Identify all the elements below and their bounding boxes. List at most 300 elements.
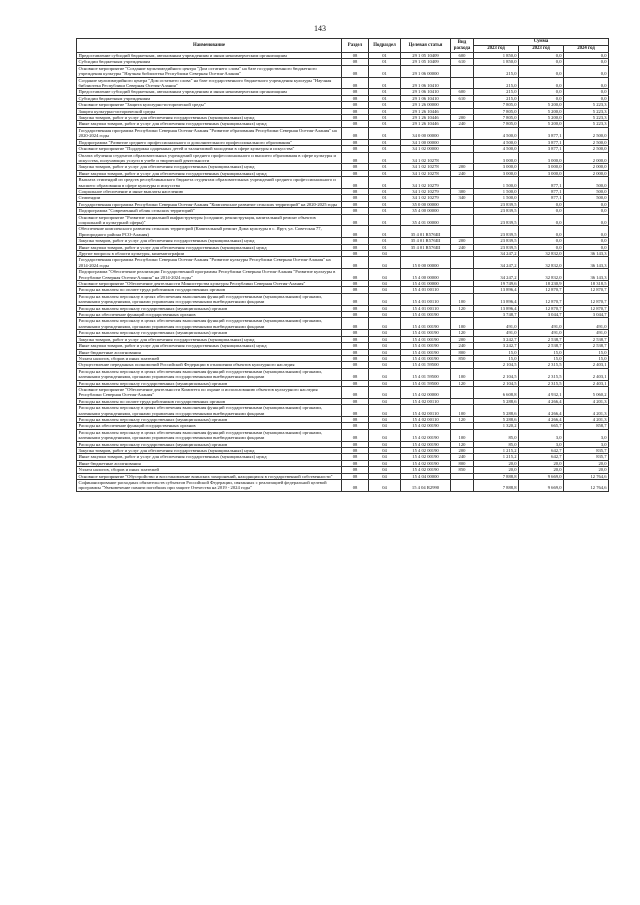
row-razdel: 08: [342, 441, 369, 447]
table-row: [77, 152, 609, 164]
row-podrazdel: 04: [369, 386, 401, 398]
row-sum-2023: 1 500,0: [474, 195, 519, 201]
row-razdel: 08: [342, 423, 369, 429]
row-sum-2023b: 5 200,0: [519, 121, 564, 127]
row-sum-2023b: 18 230,9: [519, 281, 564, 287]
row-sum-2024: 4 201,3: [564, 416, 609, 422]
row-target-article: 15 4 01 59500: [401, 380, 451, 386]
row-target-article: 15 4 02 00110: [401, 416, 451, 422]
row-expense-type: [451, 77, 474, 89]
row-sum-2024: 0,0: [564, 208, 609, 214]
row-sum-2023b: 0,0: [519, 77, 564, 89]
row-sum-2024: 0,0: [564, 244, 609, 250]
row-sum-2023b: 877,1: [519, 177, 564, 189]
row-razdel: 08: [342, 448, 369, 454]
row-expense-type: [451, 214, 474, 226]
row-name: Предоставление субсидий бюджетным, автономным учреждениям и иным некоммерческим организациям: [77, 89, 342, 95]
row-target-article: 34 1 02 10279: [401, 177, 451, 189]
row-target-article: 15 4 02 00110: [401, 405, 451, 417]
header-year-2023: 2023 год: [474, 46, 519, 53]
row-sum-2024: 500,0: [564, 177, 609, 189]
row-sum-2024: 2 538,7: [564, 343, 609, 349]
row-podrazdel: 01: [369, 238, 401, 244]
row-target-article: 29 1 26 10446: [401, 115, 451, 121]
row-target-article: 15 4 01 00110: [401, 293, 451, 305]
row-target-article: 15 4 02 00190: [401, 423, 451, 429]
row-target-article: 34 1 02 00000: [401, 146, 451, 152]
row-expense-type: 100: [451, 405, 474, 417]
row-sum-2024: 2 403,1: [564, 368, 609, 380]
row-name: Другие вопросы в области культуры, кинематографии: [77, 251, 342, 257]
row-razdel: 08: [342, 201, 369, 207]
row-sum-2024: 0,0: [564, 214, 609, 226]
row-razdel: 08: [342, 460, 369, 466]
row-sum-2024: 858,7: [564, 423, 609, 429]
row-sum-2023b: 3 877,1: [519, 139, 564, 145]
row-sum-2023b: 0,0: [519, 89, 564, 95]
table-row: [77, 386, 609, 398]
row-podrazdel: 01: [369, 170, 401, 176]
table-row: [77, 429, 609, 441]
row-expense-type: [451, 226, 474, 238]
row-sum-2023b: 4 266,4: [519, 398, 564, 404]
row-target-article: 34 1 02 10278: [401, 164, 451, 170]
row-podrazdel: 04: [369, 460, 401, 466]
row-sum-2023b: 2 538,7: [519, 343, 564, 349]
row-name: Основное мероприятие "Защита культурно-исторической среды": [77, 102, 342, 108]
row-sum-2024: 12 870,7: [564, 293, 609, 305]
row-sum-2023: 5 288,6: [474, 398, 519, 404]
row-razdel: 08: [342, 467, 369, 473]
row-sum-2024: 2 403,1: [564, 362, 609, 368]
row-razdel: 08: [342, 108, 369, 114]
row-razdel: 08: [342, 170, 369, 176]
row-sum-2023: 491,0: [474, 318, 519, 330]
row-target-article: 15 4 01 59500: [401, 368, 451, 380]
row-sum-2023: 7 805,0: [474, 108, 519, 114]
row-expense-type: 200: [451, 238, 474, 244]
row-sum-2023b: 0,0: [519, 53, 564, 59]
row-expense-type: 120: [451, 305, 474, 311]
row-sum-2023: 15,0: [474, 355, 519, 361]
row-expense-type: 240: [451, 343, 474, 349]
row-expense-type: [451, 65, 474, 77]
row-target-article: 35 4 01 R576Ш: [401, 238, 451, 244]
row-sum-2023b: 0,0: [519, 201, 564, 207]
row-sum-2024: 0,0: [564, 95, 609, 101]
row-podrazdel: 01: [369, 59, 401, 65]
row-name: Государственная программа Республики Северная Осетия-Алания "Развитие культуры Республики Северная Осетия-Алания" на 2014-2024 годы: [77, 257, 342, 269]
row-sum-2023: 215,0: [474, 89, 519, 95]
row-sum-2024: 20,0: [564, 467, 609, 473]
row-sum-2024: 15,0: [564, 355, 609, 361]
row-expense-type: 240: [451, 454, 474, 460]
row-sum-2024: 2 538,7: [564, 336, 609, 342]
row-expense-type: 610: [451, 95, 474, 101]
row-name: Иные закупки товаров, работ и услуг для обеспечения государственных (муниципальных) нужд: [77, 343, 342, 349]
row-razdel: 08: [342, 330, 369, 336]
row-razdel: 08: [342, 115, 369, 121]
row-podrazdel: 04: [369, 305, 401, 311]
row-sum-2023b: 0,0: [519, 59, 564, 65]
table-row: [77, 480, 609, 492]
row-target-article: 15 4 02 00190: [401, 467, 451, 473]
row-razdel: 08: [342, 269, 369, 281]
row-sum-2024: 2 000,0: [564, 164, 609, 170]
row-podrazdel: 01: [369, 177, 401, 189]
row-expense-type: 120: [451, 380, 474, 386]
row-podrazdel: 04: [369, 281, 401, 287]
row-sum-2023: 85,0: [474, 429, 519, 441]
row-name: Закупка товаров, работ и услуг для обеспечения государственных (муниципальных) нужд: [77, 448, 342, 454]
row-target-article: 15 4 01 00190: [401, 312, 451, 318]
row-sum-2023b: 2 315,5: [519, 368, 564, 380]
row-sum-2023: 1 215,2: [474, 448, 519, 454]
row-sum-2024: 835,7: [564, 448, 609, 454]
row-sum-2024: 0,0: [564, 89, 609, 95]
row-sum-2023b: 15,0: [519, 349, 564, 355]
row-target-article: 29 1 06 00000: [401, 65, 451, 77]
row-podrazdel: 04: [369, 362, 401, 368]
table-row: [77, 318, 609, 330]
row-podrazdel: 01: [369, 139, 401, 145]
row-podrazdel: 01: [369, 89, 401, 95]
row-podrazdel: 04: [369, 349, 401, 355]
row-expense-type: 240: [451, 121, 474, 127]
row-sum-2023: 1 500,0: [474, 177, 519, 189]
header-sum: Сумма: [474, 39, 609, 46]
row-sum-2024: 2 000,0: [564, 152, 609, 164]
row-sum-2023b: 2 538,7: [519, 336, 564, 342]
row-name: Иные закупки товаров, работ и услуг для обеспечения государственных (муниципальных) нужд: [77, 244, 342, 250]
row-sum-2024: 12 870,7: [564, 305, 609, 311]
row-sum-2024: 2 500,0: [564, 139, 609, 145]
row-target-article: 15 4 01 00190: [401, 355, 451, 361]
row-sum-2023: 2 104,5: [474, 380, 519, 386]
row-name: Расходы на выплаты персоналу в целях обеспечения выполнения функций государственными (муниципальными) органами, казенными учреждениями, органами управления государственными внебюджетными фондами: [77, 318, 342, 330]
row-sum-2024: 3,0: [564, 441, 609, 447]
row-sum-2023: 23 839,5: [474, 226, 519, 238]
row-name: Расходы на выплаты персоналу в целях обеспечения выполнения функций государственными (муниципальными) органами, казенными учреждениями, органами управления государственными внебюджетными фондами: [77, 429, 342, 441]
row-razdel: 08: [342, 177, 369, 189]
row-name: Подпрограмма "Современный облик сельских территорий": [77, 208, 342, 214]
row-podrazdel: 04: [369, 330, 401, 336]
row-razdel: 08: [342, 244, 369, 250]
table-header: [77, 39, 609, 53]
row-podrazdel: 04: [369, 312, 401, 318]
row-expense-type: [451, 257, 474, 269]
row-expense-type: 850: [451, 467, 474, 473]
row-target-article: 29 1 06 10410: [401, 89, 451, 95]
row-razdel: 08: [342, 102, 369, 108]
row-sum-2023b: 3 877,1: [519, 146, 564, 152]
row-target-article: 15 4 04 R2990: [401, 480, 451, 492]
row-name: Закупка товаров, работ и услуг для обеспечения государственных (муниципальных) нужд: [77, 336, 342, 342]
row-target-article: 34 0 00 00000: [401, 127, 451, 139]
row-razdel: 08: [342, 89, 369, 95]
row-name: Основное мероприятие "Обустройство и восстановление воинских захоронений, находящихся в государственной собственности": [77, 473, 342, 479]
row-expense-type: 240: [451, 244, 474, 250]
row-name: Основное мероприятие "Обеспечение деятельности Комитета по охране и использованию объектов культурного наследия Республики Северная Осетия-Алания": [77, 386, 342, 398]
row-name: Предоставление субсидий бюджетным, автономным учреждениям и иным некоммерческим организациям: [77, 53, 342, 59]
row-expense-type: 600: [451, 53, 474, 59]
row-sum-2023b: 4 266,4: [519, 405, 564, 417]
row-sum-2024: 18 318,5: [564, 281, 609, 287]
row-sum-2023: 19 749,6: [474, 281, 519, 287]
row-sum-2023b: 0,0: [519, 214, 564, 226]
row-podrazdel: 01: [369, 102, 401, 108]
row-sum-2024: 3,0: [564, 429, 609, 441]
row-name: Создание мультимедийного центра "Дом остатнего слова" на базе государственного бюджетного учреждения культуры "Научная библиотека Республики Северная Осетия-Алания": [77, 77, 342, 89]
row-expense-type: 120: [451, 416, 474, 422]
table-row: [77, 177, 609, 189]
row-target-article: 29 1 26 10446: [401, 108, 451, 114]
row-name: Расходы на выплаты персоналу государственных (муниципальных) органов: [77, 380, 342, 386]
row-name: Обеспечение комплексного развития сельских территорий (Капитальный ремонт Дома культуры в с. Ярут, ул. Советская 77, Пригородного района РСО-Алания): [77, 226, 342, 238]
row-podrazdel: 04: [369, 336, 401, 342]
row-podrazdel: 01: [369, 188, 401, 194]
row-sum-2023: 3 000,0: [474, 170, 519, 176]
row-podrazdel: 04: [369, 416, 401, 422]
row-expense-type: 200: [451, 115, 474, 121]
row-razdel: 08: [342, 380, 369, 386]
table-row: [77, 405, 609, 417]
row-target-article: 15 4 00 00000: [401, 269, 451, 281]
row-sum-2023b: 20,0: [519, 460, 564, 466]
row-podrazdel: 04: [369, 257, 401, 269]
row-podrazdel: 01: [369, 214, 401, 226]
row-razdel: 08: [342, 152, 369, 164]
row-target-article: 29 1 06 10410: [401, 77, 451, 89]
row-razdel: 08: [342, 362, 369, 368]
row-sum-2024: 835,7: [564, 454, 609, 460]
row-razdel: 08: [342, 305, 369, 311]
row-name: Осуществление переданных полномочий Российской Федерации в отношении объектов культурного наследия: [77, 362, 342, 368]
row-name: Иные бюджетные ассигнования: [77, 460, 342, 466]
row-sum-2023b: 32 832,0: [519, 251, 564, 257]
row-target-article: 35 4 01 R576Ш: [401, 226, 451, 238]
row-sum-2023: 4 500,0: [474, 146, 519, 152]
row-sum-2023: 4 500,0: [474, 127, 519, 139]
row-sum-2024: 500,0: [564, 195, 609, 201]
row-name: Софинансирование расходных обязательств субъектов Российской Федерации, связанных с реализацией федеральной целевой программы "Увековечение памяти погибших при защите Отечества на 2019 - 2024 годы": [77, 480, 342, 492]
table-row: [77, 293, 609, 305]
row-sum-2023: 34 247,2: [474, 269, 519, 281]
header-expense-type: Вид расхода: [451, 39, 474, 53]
row-name: Оплата обучения студентов образовательных учреждений среднего профессионального и высшего образования в сфере культуры и искусства, получающих услуги в учебе и творческой деятельности: [77, 152, 342, 164]
row-sum-2023b: 3,0: [519, 429, 564, 441]
row-podrazdel: 01: [369, 164, 401, 170]
row-expense-type: [451, 386, 474, 398]
row-sum-2023: 3 000,0: [474, 164, 519, 170]
row-sum-2023b: 0,0: [519, 238, 564, 244]
row-sum-2023: 34 247,2: [474, 251, 519, 257]
table-row: [77, 226, 609, 238]
row-podrazdel: 04: [369, 454, 401, 460]
row-sum-2023: 7 805,0: [474, 102, 519, 108]
row-name: Расходы на выплаты персоналу государственных (муниципальных) органов: [77, 305, 342, 311]
row-sum-2023b: 4 932,1: [519, 386, 564, 398]
row-expense-type: 300: [451, 188, 474, 194]
row-sum-2023: 13 896,4: [474, 293, 519, 305]
row-sum-2023b: 32 832,0: [519, 269, 564, 281]
table-row: [77, 65, 609, 77]
table-row: [77, 214, 609, 226]
row-name: Закупка товаров, работ и услуг для обеспечения государственных (муниципальных) нужд: [77, 115, 342, 121]
row-podrazdel: 01: [369, 77, 401, 89]
table-row: [77, 368, 609, 380]
header-year-2024: 2024 год: [564, 46, 609, 53]
row-sum-2024: 2 500,0: [564, 127, 609, 139]
row-expense-type: 100: [451, 318, 474, 330]
row-target-article: 35 4 01 00000: [401, 214, 451, 226]
table-body: [77, 53, 609, 492]
row-name: Государственная программа Республики Северная Осетия-Алания "Комплексное развитие сельских территорий" на 2020-2025 годы: [77, 201, 342, 207]
row-target-article: 34 1 02 10278: [401, 170, 451, 176]
row-razdel: 08: [342, 226, 369, 238]
row-sum-2023b: 5 200,0: [519, 115, 564, 121]
row-expense-type: 120: [451, 330, 474, 336]
row-podrazdel: 04: [369, 405, 401, 417]
header-target-article: Целевая статья: [401, 39, 451, 53]
row-target-article: 29 1 26 10446: [401, 121, 451, 127]
row-sum-2023b: 0,0: [519, 208, 564, 214]
row-target-article: 15 4 02 00190: [401, 448, 451, 454]
row-sum-2023: 34 247,2: [474, 257, 519, 269]
row-razdel: 08: [342, 65, 369, 77]
row-target-article: 34 1 02 10278: [401, 152, 451, 164]
row-sum-2023: 491,0: [474, 330, 519, 336]
row-razdel: 08: [342, 195, 369, 201]
row-name: Государственная программа Республики Северная Осетия-Алания "Развитие образования Республики Северная Осетия-Алания" на 2020-2024 годы: [77, 127, 342, 139]
row-razdel: 08: [342, 480, 369, 492]
table-row: [77, 257, 609, 269]
row-podrazdel: 01: [369, 53, 401, 59]
page-number: 143: [314, 24, 326, 33]
row-sum-2023: 5 288,6: [474, 405, 519, 417]
row-sum-2023: 3 748,7: [474, 312, 519, 318]
row-razdel: 08: [342, 188, 369, 194]
row-podrazdel: 04: [369, 318, 401, 330]
row-target-article: 35 4 01 R576Ш: [401, 244, 451, 250]
row-sum-2023: 15,0: [474, 349, 519, 355]
row-name: Иные бюджетные ассигнования: [77, 349, 342, 355]
row-expense-type: 120: [451, 441, 474, 447]
row-sum-2024: 36 143,3: [564, 251, 609, 257]
row-expense-type: [451, 269, 474, 281]
row-sum-2023: 23 839,5: [474, 238, 519, 244]
row-target-article: 29 1 06 10410: [401, 95, 451, 101]
row-razdel: 08: [342, 416, 369, 422]
row-name: Основное мероприятие "Развитие социальной инфраструктуры (создание, реконструкция, капитальный ремонт объектов социальной и культурной сферы)": [77, 214, 342, 226]
row-sum-2023: 215,0: [474, 77, 519, 89]
row-name: Расходы на выплаты персоналу в целях обеспечения выполнения функций государственными (муниципальными) органами, казенными учреждениями, органами управления государственными внебюджетными фондами: [77, 293, 342, 305]
row-sum-2024: 4 201,3: [564, 405, 609, 417]
row-sum-2023: 1 850,0: [474, 59, 519, 65]
row-sum-2024: 5 223,3: [564, 102, 609, 108]
row-sum-2023b: 12 870,7: [519, 293, 564, 305]
row-podrazdel: 04: [369, 398, 401, 404]
row-razdel: 08: [342, 95, 369, 101]
row-sum-2023: 5 288,6: [474, 416, 519, 422]
header-year-2023b: 2023 год: [519, 46, 564, 53]
row-name: Расходы на обеспечение функций государственных органов: [77, 423, 342, 429]
budget-table: [76, 38, 609, 492]
row-razdel: 08: [342, 287, 369, 293]
row-razdel: 08: [342, 343, 369, 349]
row-sum-2023b: 3 000,0: [519, 152, 564, 164]
row-razdel: 08: [342, 164, 369, 170]
row-name: Уплата налогов, сборов и иных платежей: [77, 467, 342, 473]
row-sum-2023b: 3,0: [519, 441, 564, 447]
row-razdel: 08: [342, 77, 369, 89]
row-razdel: 08: [342, 473, 369, 479]
row-expense-type: 600: [451, 89, 474, 95]
row-sum-2023b: 642,7: [519, 454, 564, 460]
row-name: Закупка товаров, работ и услуг для обеспечения государственных (муниципальных) нужд: [77, 164, 342, 170]
row-sum-2023b: 3 000,0: [519, 170, 564, 176]
row-name: Основное мероприятие "Обеспечение деятельности Министерства культуры Республики Северная Осетия-Алания": [77, 281, 342, 287]
row-razdel: 08: [342, 398, 369, 404]
row-podrazdel: 04: [369, 423, 401, 429]
row-sum-2023b: 32 832,0: [519, 257, 564, 269]
row-sum-2023b: 3 000,0: [519, 164, 564, 170]
row-razdel: 08: [342, 355, 369, 361]
row-razdel: 08: [342, 386, 369, 398]
row-podrazdel: 04: [369, 480, 401, 492]
row-name: Расходы на выплаты по оплате труда работников государственных органов: [77, 398, 342, 404]
row-podrazdel: 01: [369, 121, 401, 127]
row-expense-type: [451, 480, 474, 492]
row-podrazdel: 04: [369, 293, 401, 305]
row-sum-2023: 23 839,5: [474, 201, 519, 207]
row-sum-2023: 1 320,2: [474, 423, 519, 429]
row-sum-2023: 23 839,5: [474, 208, 519, 214]
row-sum-2023: 13 896,4: [474, 287, 519, 293]
row-podrazdel: 01: [369, 208, 401, 214]
row-podrazdel: 04: [369, 343, 401, 349]
row-name: Подпрограмма "Обеспечение реализации Государственной программы Республики Северная Осетия-Алания "Развитие культуры в Республике Северная Осетия-Алания" на 2014-2024 годы": [77, 269, 342, 281]
row-podrazdel: 04: [369, 269, 401, 281]
row-sum-2023b: 4 266,4: [519, 416, 564, 422]
row-razdel: 08: [342, 429, 369, 441]
row-target-article: 15 4 01 00110: [401, 305, 451, 311]
row-sum-2023b: 9 669,0: [519, 480, 564, 492]
row-sum-2023: 6 608,8: [474, 386, 519, 398]
row-sum-2023b: 3 877,1: [519, 127, 564, 139]
row-podrazdel: 01: [369, 65, 401, 77]
row-sum-2024: 0,0: [564, 77, 609, 89]
row-name: Расходы на выплаты персоналу в целях обеспечения выполнения функций государственными (муниципальными) органами, казенными учреждениями, органами управления государственными внебюджетными фондами: [77, 368, 342, 380]
row-razdel: 08: [342, 293, 369, 305]
row-podrazdel: 01: [369, 108, 401, 114]
row-sum-2023: 3 000,0: [474, 152, 519, 164]
row-expense-type: 100: [451, 368, 474, 380]
row-target-article: 29 1 26 00000: [401, 102, 451, 108]
row-sum-2023b: 3 044,7: [519, 312, 564, 318]
row-podrazdel: 01: [369, 152, 401, 164]
row-podrazdel: 04: [369, 355, 401, 361]
row-razdel: 08: [342, 59, 369, 65]
row-podrazdel: 04: [369, 473, 401, 479]
row-podrazdel: 04: [369, 441, 401, 447]
row-sum-2023b: 20,0: [519, 467, 564, 473]
row-sum-2024: 2 500,0: [564, 146, 609, 152]
row-razdel: 08: [342, 208, 369, 214]
header-podrazdel: Подраздел: [369, 39, 401, 53]
row-name: Основное мероприятие "Создание мультимедийного центра "Дом остатнего слова" на базе государственного бюджетного учреждения культуры "Научная библиотека Республики Северная Осетия-Алания": [77, 65, 342, 77]
header-razdel: Раздел: [342, 39, 369, 53]
